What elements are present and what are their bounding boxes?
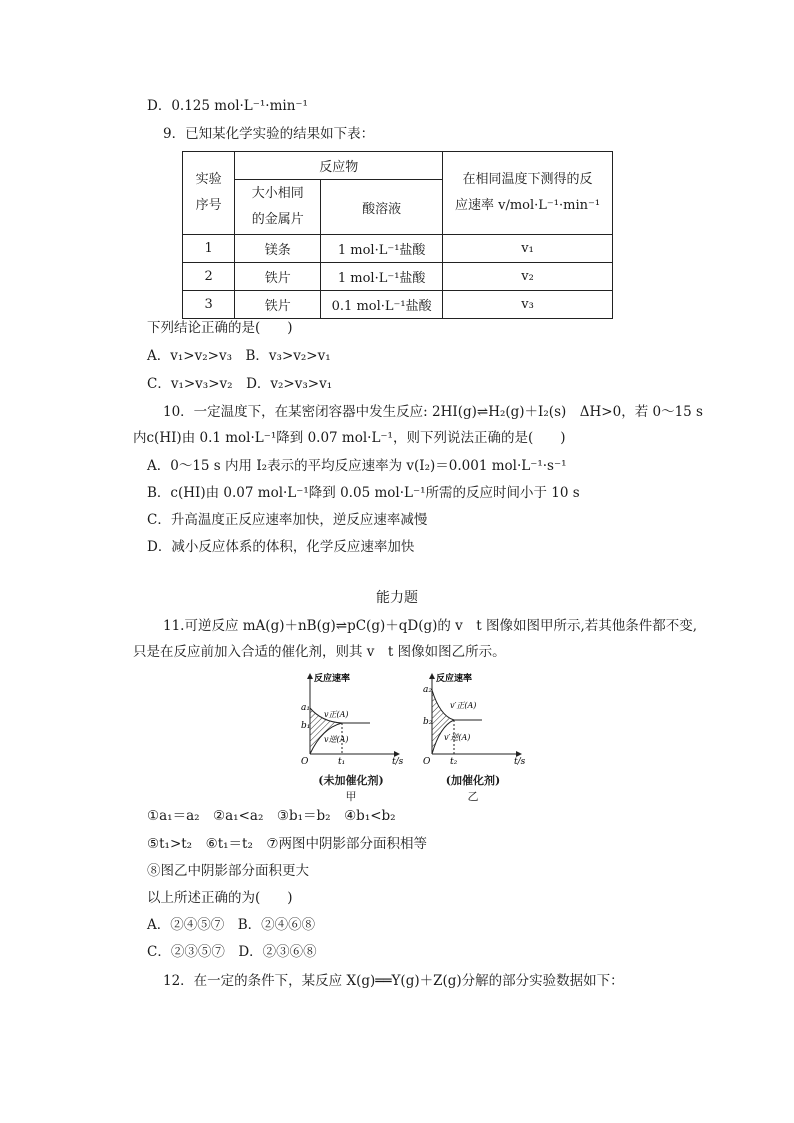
x-axis-label: t/s — [514, 757, 526, 767]
b1-label: b₁ — [301, 721, 311, 731]
question-9-options-cd: C．v₁>v₃>v₂ D．v₂>v₃>v₁ — [147, 376, 333, 392]
y-axis-label: 反应速率 — [314, 673, 351, 683]
table-row — [183, 291, 613, 319]
a1-label: a₁ — [301, 703, 310, 713]
figure-left-caption: (未加催化剂) — [318, 774, 384, 787]
cell-metal: 镁条 — [235, 235, 321, 263]
question-11-prompt: 以上所述正确的为( ) — [147, 890, 293, 906]
cell-metal: 铁片 — [235, 263, 321, 291]
question-11-statements-1: ①a₁＝a₂ ②a₁<a₂ ③b₁＝b₂ ④b₁<b₂ — [147, 808, 396, 824]
t1-label: t₁ — [338, 757, 346, 767]
table-header-rate: 在相同温度下测得的反 应速率 v/mol·L⁻¹·min⁻¹ — [443, 152, 613, 235]
question-9-options-ab: A．v₁>v₂>v₃ B．v₃>v₂>v₁ — [147, 348, 331, 364]
figure-left — [296, 670, 406, 804]
cell-rate: v₃ — [443, 291, 613, 319]
origin-label: O — [301, 757, 309, 767]
vt-graph-right — [418, 670, 528, 768]
question-10-option-a: A．0～15 s 内用 I₂表示的平均反应速率为 v(I₂)＝0.001 mol·L⁻¹·s⁻¹ — [147, 458, 567, 474]
figure-left-name: 甲 — [345, 790, 357, 803]
cell-acid: 1 mol·L⁻¹盐酸 — [321, 235, 443, 263]
cell-rate: v₂ — [443, 263, 613, 291]
question-10-option-d: D．减小反应体系的体积，化学反应速率加快 — [147, 539, 415, 555]
cell-seq: 2 — [183, 263, 235, 291]
question-11-options-cd: C．②③⑤⑦ D．②③⑥⑧ — [147, 944, 317, 960]
table-header-seq: 实验 序号 — [183, 152, 235, 235]
cell-acid: 1 mol·L⁻¹盐酸 — [321, 263, 443, 291]
experiment-table — [182, 151, 613, 319]
cell-seq: 1 — [183, 235, 235, 263]
a2-label: a₂ — [423, 685, 432, 695]
question-9-prompt: 下列结论正确的是( ) — [147, 320, 293, 336]
b2-label: b₂ — [423, 717, 433, 727]
y-axis-label: 反应速率 — [436, 673, 473, 683]
v-reverse-label: v逆(A) — [324, 735, 349, 744]
table-header-reactants: 反应物 — [235, 152, 443, 180]
question-9-stem: 9．已知某化学实验的结果如下表： — [163, 126, 375, 142]
question-11-stem-2: 只是在反应前加入合适的催化剂，则其 v t 图像如图乙所示。 — [133, 644, 506, 660]
question-10-stem-1: 10．一定温度下，在某密闭容器中发生反应: 2HI(g)⇌H₂(g)＋I₂(s) ΔH>0，若 0～15 s — [163, 404, 703, 420]
question-12-stem: 12．在一定的条件下，某反应 X(g)══Y(g)＋Z(g)分解的部分实验数据如下： — [163, 973, 624, 989]
question-11-statements-2: ⑤t₁>t₂ ⑥t₁＝t₂ ⑦两图中阴影部分面积相等 — [147, 836, 427, 852]
table-row — [183, 235, 613, 263]
cell-seq: 3 — [183, 291, 235, 319]
section-title: 能力题 — [376, 590, 418, 606]
table-header-metal: 大小相同 的金属片 — [235, 180, 321, 235]
question-11-statements-3: ⑧图乙中阴影部分面积更大 — [147, 863, 309, 879]
question-10-stem-2: 内c(HI)由 0.1 mol·L⁻¹降到 0.07 mol·L⁻¹，则下列说法正确的是( ) — [133, 430, 566, 446]
table-header-acid: 酸溶液 — [321, 180, 443, 235]
t2-label: t₂ — [450, 757, 458, 767]
v-forward-label: v′正(A) — [450, 701, 477, 710]
x-axis-label: t/s — [392, 757, 404, 767]
line-d-prev: D．0.125 mol·L⁻¹·min⁻¹ — [147, 98, 308, 114]
figure-right-name: 乙 — [467, 790, 479, 803]
table-row — [183, 263, 613, 291]
cell-metal: 铁片 — [235, 291, 321, 319]
question-10-option-c: C．升高温度正反应速率加快，逆反应速率减慢 — [147, 512, 428, 528]
v-reverse-label: v′逆(A) — [444, 733, 471, 742]
cell-acid: 0.1 mol·L⁻¹盐酸 — [321, 291, 443, 319]
cell-rate: v₁ — [443, 235, 613, 263]
vt-graph-left — [296, 670, 406, 768]
figure-right-caption: (加催化剂) — [445, 774, 501, 787]
question-10-option-b: B．c(HI)由 0.07 mol·L⁻¹降到 0.05 mol·L⁻¹所需的反应时间小于 10 s — [147, 485, 580, 501]
origin-label: O — [423, 757, 431, 767]
figure-right — [418, 670, 528, 804]
question-11-options-ab: A．②④⑤⑦ B．②④⑥⑧ — [147, 917, 316, 933]
question-11-stem-1: 11.可逆反应 mA(g)＋nB(g)⇌pC(g)＋qD(g)的 v t 图像如图甲所示,若其他条件都不变, — [163, 618, 698, 634]
v-forward-label: v正(A) — [324, 710, 349, 719]
